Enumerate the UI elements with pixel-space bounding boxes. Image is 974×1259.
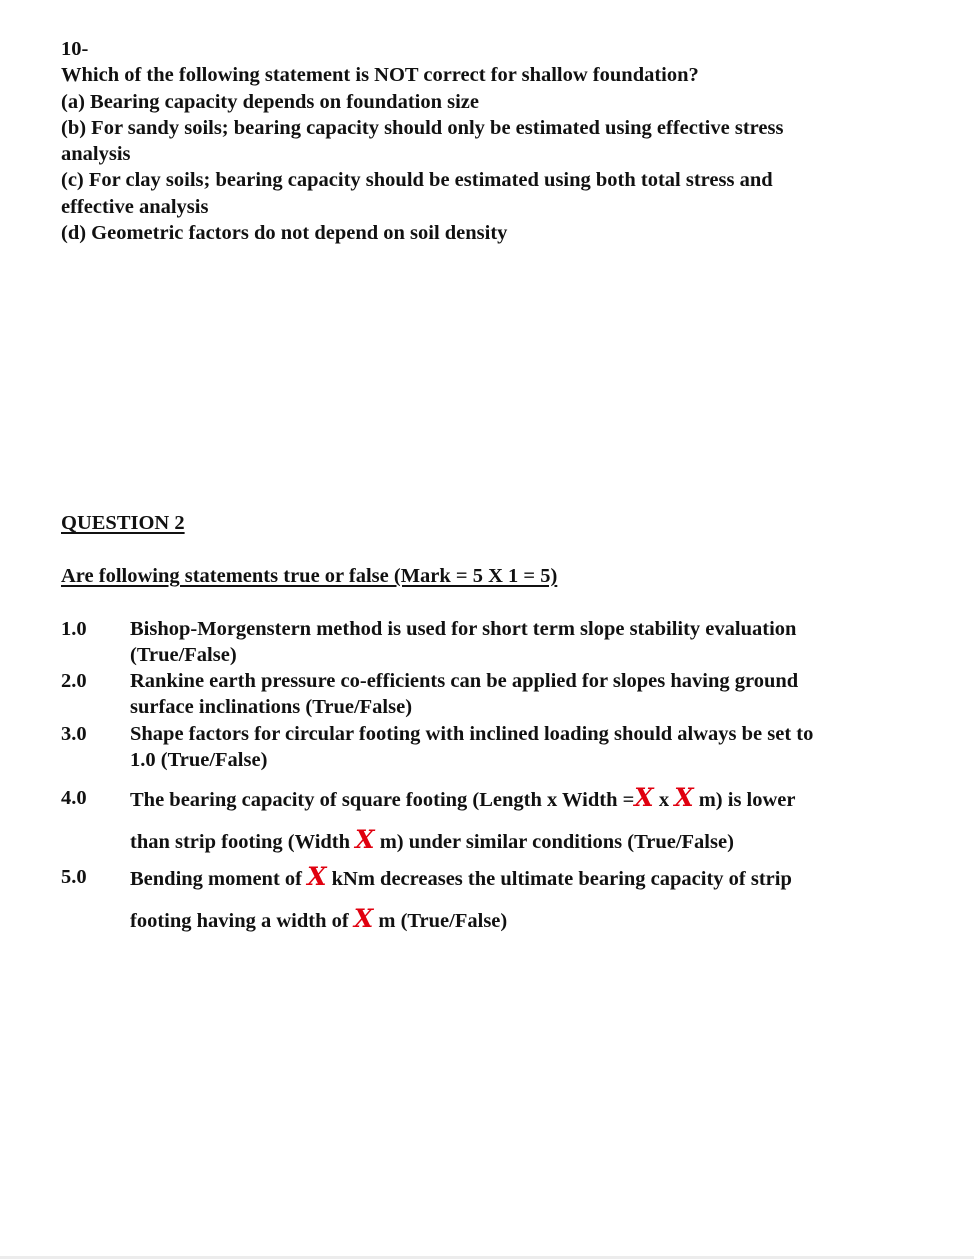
statement-fragment: The bearing capacity of square footing (Length x Width = (130, 789, 635, 811)
statement-fragment: Bending moment of (130, 868, 308, 890)
statement-fragment: m (True/False) (373, 910, 508, 932)
statement-line: Bishop-Morgenstern method is used for short term slope stability evaluation (130, 618, 797, 640)
question-stem: Which of the following statement is NOT correct for shallow foundation? (61, 64, 699, 87)
option-b: (b) For sandy soils; bearing capacity should only be estimated using effective stress (61, 116, 784, 139)
statement-text (130, 616, 930, 669)
statement-number: 4.0 (61, 787, 87, 809)
statement-number: 2.0 (61, 670, 87, 692)
statement-text (130, 778, 930, 862)
option-c: (c) For clay soils; bearing capacity should be estimated using both total stress and (61, 169, 773, 192)
variable-x: X (355, 825, 375, 854)
statement-line: surface inclinations (True/False) (130, 696, 413, 719)
question-2-instruction: Are following statements true or false (Mark = 5 X 1 = 5) (61, 565, 558, 587)
statement-line: 1.0 (True/False) (130, 749, 268, 772)
variable-x: X (634, 783, 654, 812)
variable-x: X (353, 904, 374, 933)
option-c-continued: effective analysis (61, 195, 209, 218)
statement-text (130, 721, 930, 774)
statement-number: 5.0 (61, 866, 87, 888)
statement-fragment: m) under similar conditions (True/False) (374, 831, 734, 853)
question-10 (61, 36, 901, 246)
statement-fragment: than strip footing (Width (130, 831, 356, 853)
statement-line (130, 857, 930, 899)
statement-line: Rankine earth pressure co-efficients can be applied for slopes having ground (130, 670, 799, 692)
variable-x: X (674, 783, 694, 812)
statement-line (130, 899, 930, 941)
statement-line (130, 820, 930, 862)
statement-text (130, 857, 930, 941)
statement-fragment: m) is lower (693, 789, 796, 811)
statement-fragment: footing having a width of (130, 910, 354, 932)
statement-number: 1.0 (61, 618, 87, 640)
question-number: 10- (61, 38, 89, 60)
option-b-continued: analysis (61, 143, 131, 166)
statement-fragment: x (653, 789, 675, 811)
statement-fragment: kNm decreases the ultimate bearing capacity of strip (326, 868, 792, 890)
variable-x: X (307, 862, 327, 891)
statement-text (130, 668, 930, 721)
statement-line: Shape factors for circular footing with inclined loading should always be set to (130, 723, 814, 745)
question-2-title: QUESTION 2 (61, 512, 185, 534)
option-a: (a) Bearing capacity depends on foundation size (61, 90, 479, 113)
statement-line (130, 778, 930, 820)
statement-number: 3.0 (61, 723, 87, 745)
statement-line: (True/False) (130, 644, 237, 667)
option-d: (d) Geometric factors do not depend on soil density (61, 222, 508, 245)
